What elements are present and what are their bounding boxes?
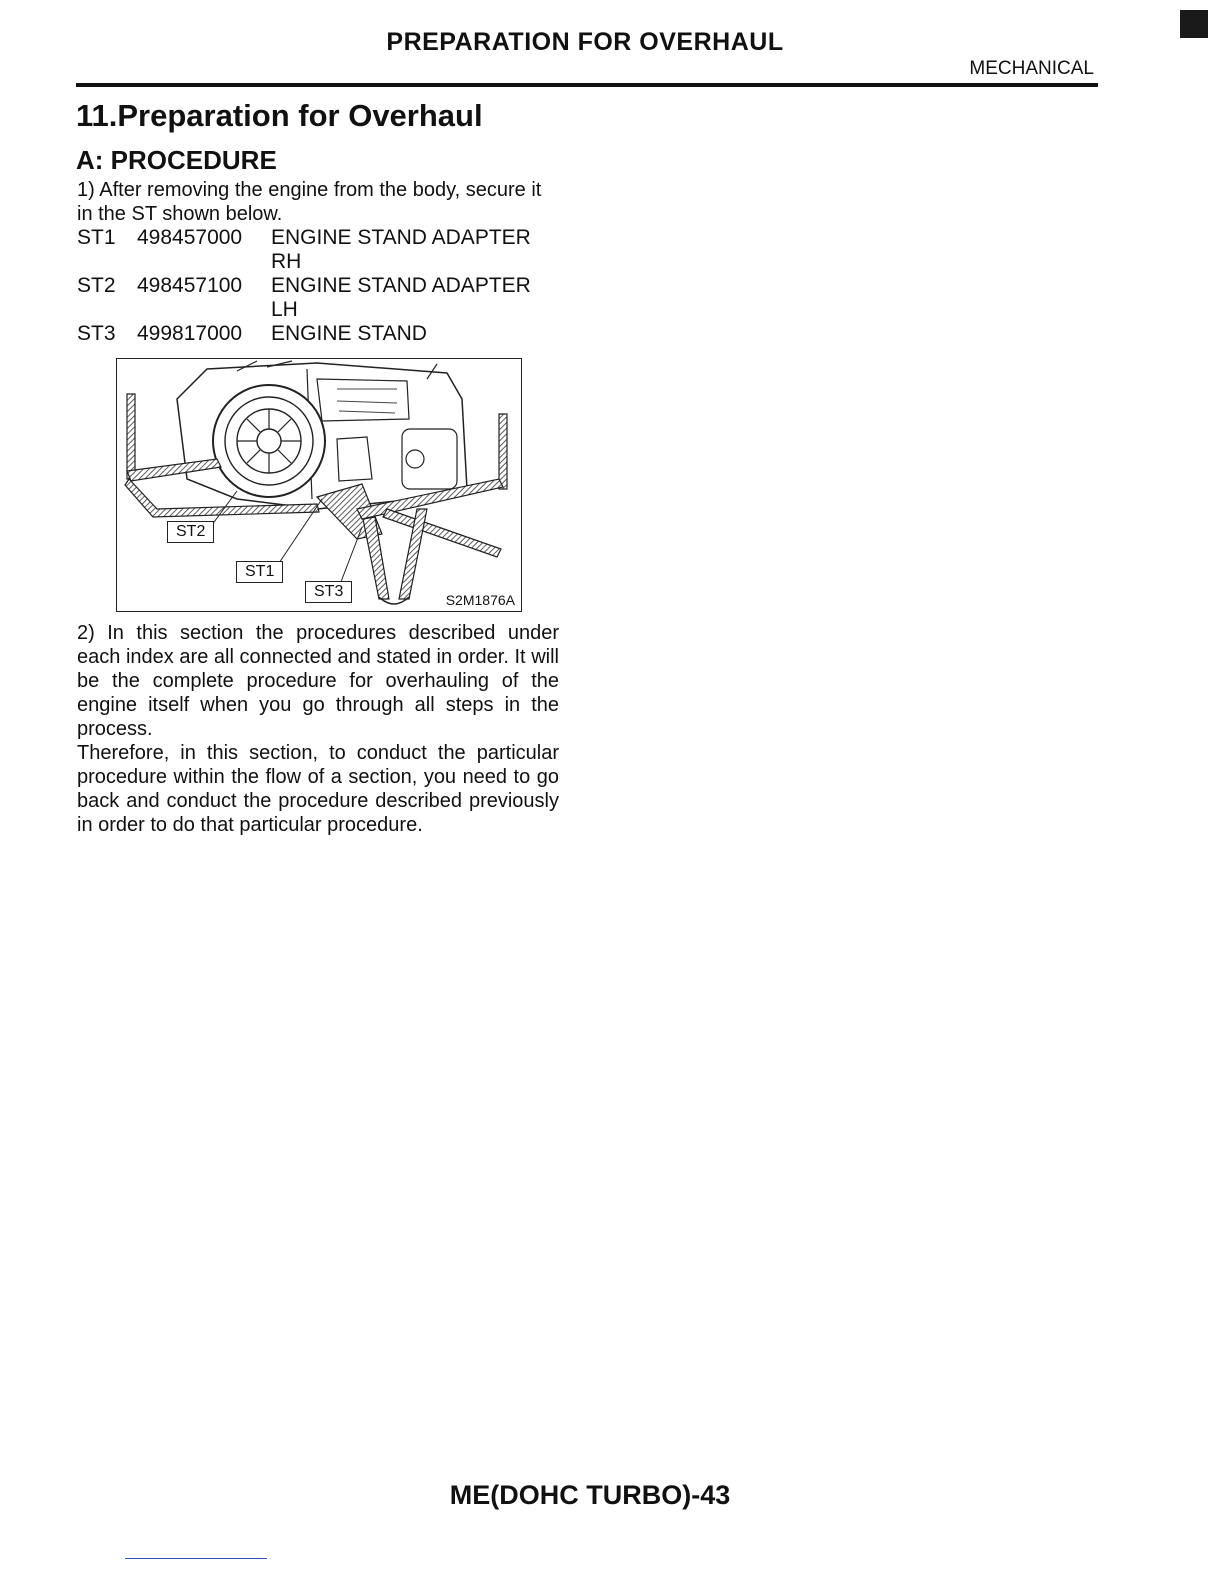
tool-code: ST3 <box>77 322 116 345</box>
tool-name: ENGINE STAND ADAPTER LH <box>271 274 531 321</box>
footer-rule <box>125 1558 267 1559</box>
section-title: 11.Preparation for Overhaul <box>76 98 483 133</box>
tool-name: ENGINE STAND ADAPTER RH <box>271 226 531 273</box>
callout-st2: ST2 <box>167 521 214 543</box>
page-header-title: PREPARATION FOR OVERHAUL <box>386 28 784 56</box>
tool-name: ENGINE STAND <box>271 322 427 345</box>
figure-id: S2M1876A <box>445 592 515 608</box>
tool-code: ST2 <box>77 274 116 297</box>
engine-on-stand-illustration <box>117 359 521 611</box>
tool-part-number: 498457000 <box>137 226 243 249</box>
tool-code: ST1 <box>77 226 116 249</box>
step-1-text: 1) After removing the engine from the body, secure it in the ST shown below. <box>77 179 542 225</box>
page-tab-marker <box>1180 10 1208 38</box>
tool-row <box>77 274 551 322</box>
callout-st3: ST3 <box>305 581 352 603</box>
tool-row <box>77 226 551 274</box>
callout-st1: ST1 <box>236 561 283 583</box>
page-number: ME(DOHC TURBO)-43 <box>449 1480 731 1510</box>
header-rule <box>76 83 1098 87</box>
tool-row <box>77 322 551 346</box>
tool-part-number: 499817000 <box>137 322 243 345</box>
step-2-paragraph-1: 2) In this section the procedures described under each index are all connected and stated in order. It will be the complete procedure for overhauling of the engine itself when you go through all steps in the process. <box>77 622 559 740</box>
tool-part-number: 498457100 <box>137 274 243 297</box>
step-2-text <box>77 621 559 837</box>
special-tools-table <box>77 226 551 346</box>
engine-stand-figure <box>116 358 522 612</box>
step-2-paragraph-2: Therefore, in this section, to conduct the particular procedure within the flow of a section, you need to go back and conduct the procedure described previously in order to do that particular procedure. <box>77 742 559 836</box>
subsection-title: A: PROCEDURE <box>76 145 277 175</box>
page-header-category: MECHANICAL <box>969 58 1094 79</box>
